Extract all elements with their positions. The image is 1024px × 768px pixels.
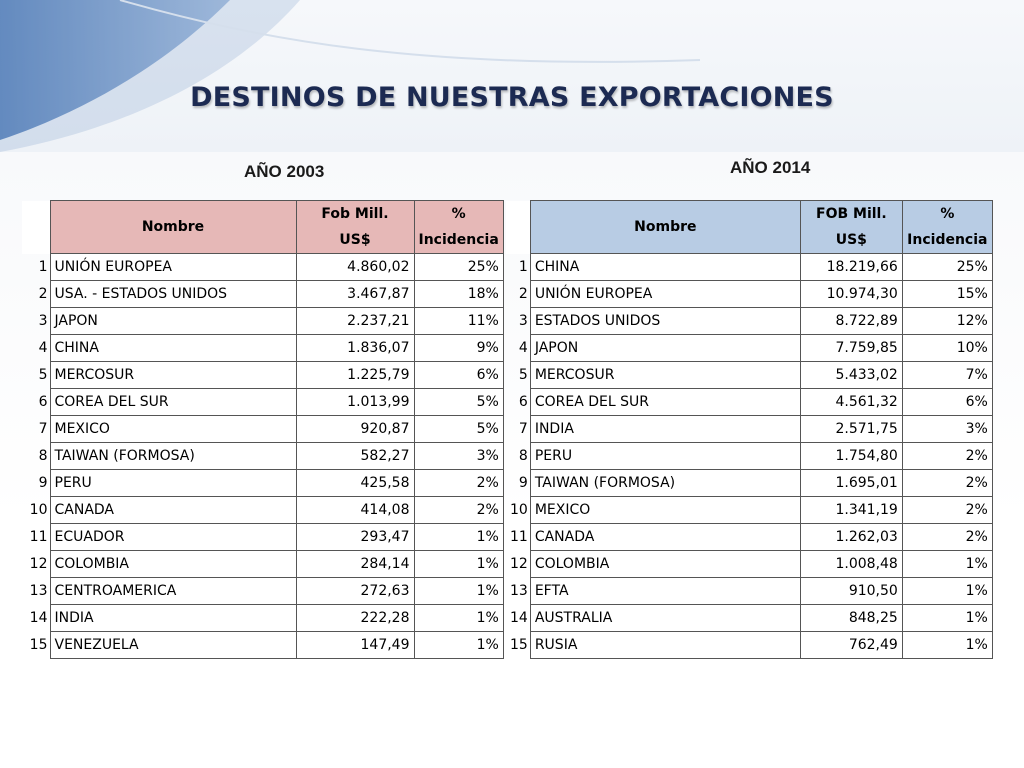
row-index: 15 <box>510 637 528 653</box>
country-name: COLOMBIA <box>50 551 296 578</box>
fob-value: 2.571,75 <box>800 416 902 443</box>
incidence-value: 1% <box>414 632 503 659</box>
year-label-2003: AÑO 2003 <box>244 162 325 181</box>
table-row <box>506 578 992 605</box>
fob-value: 4.561,32 <box>800 389 902 416</box>
table-row <box>22 281 503 308</box>
country-name: PERU <box>50 470 296 497</box>
fob-value: 762,49 <box>800 632 902 659</box>
row-index: 7 <box>38 421 48 437</box>
header-fob <box>800 201 902 254</box>
fob-value: 7.759,85 <box>800 335 902 362</box>
incidence-value: 2% <box>902 470 992 497</box>
row-index: 12 <box>510 556 528 572</box>
incidence-value: 3% <box>902 416 992 443</box>
fob-value: 1.754,80 <box>800 443 902 470</box>
table-row <box>506 524 992 551</box>
fob-value: 5.433,02 <box>800 362 902 389</box>
header-pct-line1: % <box>940 206 955 222</box>
country-name: UNIÓN EUROPEA <box>50 254 296 281</box>
row-index: 10 <box>510 502 528 518</box>
header-incidencia <box>414 201 503 254</box>
incidence-value: 1% <box>414 578 503 605</box>
fob-value: 8.722,89 <box>800 308 902 335</box>
row-index: 9 <box>518 475 528 491</box>
country-name: CHINA <box>50 335 296 362</box>
header-nombre: Nombre <box>530 201 800 254</box>
exports-table-2003 <box>22 200 504 659</box>
country-name: ECUADOR <box>50 524 296 551</box>
country-name: MERCOSUR <box>530 362 800 389</box>
row-index: 13 <box>510 583 528 599</box>
country-name: COREA DEL SUR <box>530 389 800 416</box>
row-index: 8 <box>518 448 528 464</box>
header-pct-line2: Incidencia <box>907 232 988 248</box>
fob-value: 272,63 <box>296 578 414 605</box>
table-row <box>22 389 503 416</box>
fob-value: 4.860,02 <box>296 254 414 281</box>
country-name: INDIA <box>530 416 800 443</box>
fob-value: 414,08 <box>296 497 414 524</box>
row-index: 14 <box>510 610 528 626</box>
table-header-row <box>506 201 992 254</box>
header-index <box>506 201 530 254</box>
table-2003-container <box>22 200 504 659</box>
country-name: CANADA <box>530 524 800 551</box>
incidence-value: 2% <box>414 470 503 497</box>
fob-value: 284,14 <box>296 551 414 578</box>
table-row <box>506 389 992 416</box>
country-name: VENEZUELA <box>50 632 296 659</box>
table-row <box>506 362 992 389</box>
row-index: 3 <box>518 313 528 329</box>
table-row <box>22 524 503 551</box>
row-index: 9 <box>38 475 48 491</box>
table-row <box>22 416 503 443</box>
table-row <box>506 551 992 578</box>
incidence-value: 10% <box>902 335 992 362</box>
row-index: 6 <box>518 394 528 410</box>
country-name: MEXICO <box>50 416 296 443</box>
fob-value: 18.219,66 <box>800 254 902 281</box>
incidence-value: 5% <box>414 416 503 443</box>
table-row <box>22 470 503 497</box>
fob-value: 1.836,07 <box>296 335 414 362</box>
row-index: 1 <box>38 259 48 275</box>
incidence-value: 1% <box>414 551 503 578</box>
country-name: ESTADOS UNIDOS <box>530 308 800 335</box>
incidence-value: 5% <box>414 389 503 416</box>
fob-value: 147,49 <box>296 632 414 659</box>
table-row <box>22 632 503 659</box>
row-index: 6 <box>38 394 48 410</box>
country-name: PERU <box>530 443 800 470</box>
incidence-value: 9% <box>414 335 503 362</box>
slide-title: DESTINOS DE NUESTRAS EXPORTACIONES <box>190 82 834 113</box>
table-row <box>506 605 992 632</box>
table-row <box>22 308 503 335</box>
fob-value: 1.225,79 <box>296 362 414 389</box>
country-name: MERCOSUR <box>50 362 296 389</box>
table-row <box>22 254 503 281</box>
fob-value: 1.013,99 <box>296 389 414 416</box>
incidence-value: 1% <box>902 632 992 659</box>
country-name: CANADA <box>50 497 296 524</box>
header-fob-line2: US$ <box>339 232 371 248</box>
fob-value: 1.341,19 <box>800 497 902 524</box>
table-row <box>22 443 503 470</box>
fob-value: 2.237,21 <box>296 308 414 335</box>
header-nombre: Nombre <box>50 201 296 254</box>
row-index: 10 <box>29 502 48 518</box>
row-index: 14 <box>29 610 48 626</box>
incidence-value: 2% <box>902 497 992 524</box>
row-index: 4 <box>38 340 48 356</box>
header-band <box>0 0 1024 152</box>
country-name: TAIWAN (FORMOSA) <box>530 470 800 497</box>
country-name: AUSTRALIA <box>530 605 800 632</box>
table-header-row <box>22 201 503 254</box>
incidence-value: 18% <box>414 281 503 308</box>
table-row <box>506 281 992 308</box>
exports-table-2014 <box>506 200 993 659</box>
incidence-value: 1% <box>902 605 992 632</box>
incidence-value: 2% <box>902 524 992 551</box>
row-index: 5 <box>38 367 48 383</box>
row-index: 15 <box>29 637 48 653</box>
header-pct-line2: Incidencia <box>418 232 499 248</box>
country-name: TAIWAN (FORMOSA) <box>50 443 296 470</box>
fob-value: 920,87 <box>296 416 414 443</box>
incidence-value: 11% <box>414 308 503 335</box>
incidence-value: 1% <box>902 551 992 578</box>
decorative-swoosh <box>0 0 1024 152</box>
row-index: 13 <box>29 583 48 599</box>
fob-value: 10.974,30 <box>800 281 902 308</box>
row-index: 1 <box>518 259 528 275</box>
incidence-value: 15% <box>902 281 992 308</box>
fob-value: 1.695,01 <box>800 470 902 497</box>
table-row <box>506 497 992 524</box>
incidence-value: 12% <box>902 308 992 335</box>
header-fob <box>296 201 414 254</box>
country-name: UNIÓN EUROPEA <box>530 281 800 308</box>
fob-value: 222,28 <box>296 605 414 632</box>
incidence-value: 2% <box>902 443 992 470</box>
table-row <box>22 551 503 578</box>
row-index: 2 <box>518 286 528 302</box>
fob-value: 425,58 <box>296 470 414 497</box>
header-incidencia <box>902 201 992 254</box>
country-name: USA. - ESTADOS UNIDOS <box>50 281 296 308</box>
table-row <box>506 254 992 281</box>
fob-value: 1.262,03 <box>800 524 902 551</box>
fob-value: 1.008,48 <box>800 551 902 578</box>
header-pct-line1: % <box>451 206 466 222</box>
table-row <box>22 335 503 362</box>
row-index: 11 <box>510 529 528 545</box>
header-fob-line1: FOB Mill. <box>816 206 887 222</box>
row-index: 5 <box>518 367 528 383</box>
fob-value: 910,50 <box>800 578 902 605</box>
header-fob-line2: US$ <box>835 232 867 248</box>
fob-value: 848,25 <box>800 605 902 632</box>
table-row <box>506 632 992 659</box>
country-name: JAPON <box>530 335 800 362</box>
row-index: 12 <box>29 556 48 572</box>
incidence-value: 7% <box>902 362 992 389</box>
country-name: MEXICO <box>530 497 800 524</box>
table-row <box>22 578 503 605</box>
row-index: 11 <box>29 529 48 545</box>
incidence-value: 6% <box>414 362 503 389</box>
incidence-value: 1% <box>902 578 992 605</box>
incidence-value: 1% <box>414 605 503 632</box>
incidence-value: 25% <box>414 254 503 281</box>
incidence-value: 2% <box>414 497 503 524</box>
table-row <box>22 605 503 632</box>
fob-value: 3.467,87 <box>296 281 414 308</box>
row-index: 2 <box>38 286 48 302</box>
incidence-value: 3% <box>414 443 503 470</box>
country-name: COREA DEL SUR <box>50 389 296 416</box>
incidence-value: 6% <box>902 389 992 416</box>
country-name: CHINA <box>530 254 800 281</box>
header-fob-line1: Fob Mill. <box>321 206 389 222</box>
table-row <box>506 470 992 497</box>
table-row <box>506 443 992 470</box>
row-index: 4 <box>518 340 528 356</box>
country-name: RUSIA <box>530 632 800 659</box>
fob-value: 293,47 <box>296 524 414 551</box>
country-name: CENTROAMERICA <box>50 578 296 605</box>
table-row <box>506 335 992 362</box>
country-name: COLOMBIA <box>530 551 800 578</box>
table-row <box>506 308 992 335</box>
table-row <box>22 362 503 389</box>
row-index: 8 <box>38 448 48 464</box>
row-index: 3 <box>38 313 48 329</box>
fob-value: 582,27 <box>296 443 414 470</box>
table-2014-container <box>506 200 993 659</box>
table-row <box>506 416 992 443</box>
country-name: JAPON <box>50 308 296 335</box>
header-index <box>22 201 50 254</box>
incidence-value: 25% <box>902 254 992 281</box>
incidence-value: 1% <box>414 524 503 551</box>
country-name: INDIA <box>50 605 296 632</box>
table-row <box>22 497 503 524</box>
country-name: EFTA <box>530 578 800 605</box>
row-index: 7 <box>518 421 528 437</box>
year-label-2014: AÑO 2014 <box>730 158 811 177</box>
